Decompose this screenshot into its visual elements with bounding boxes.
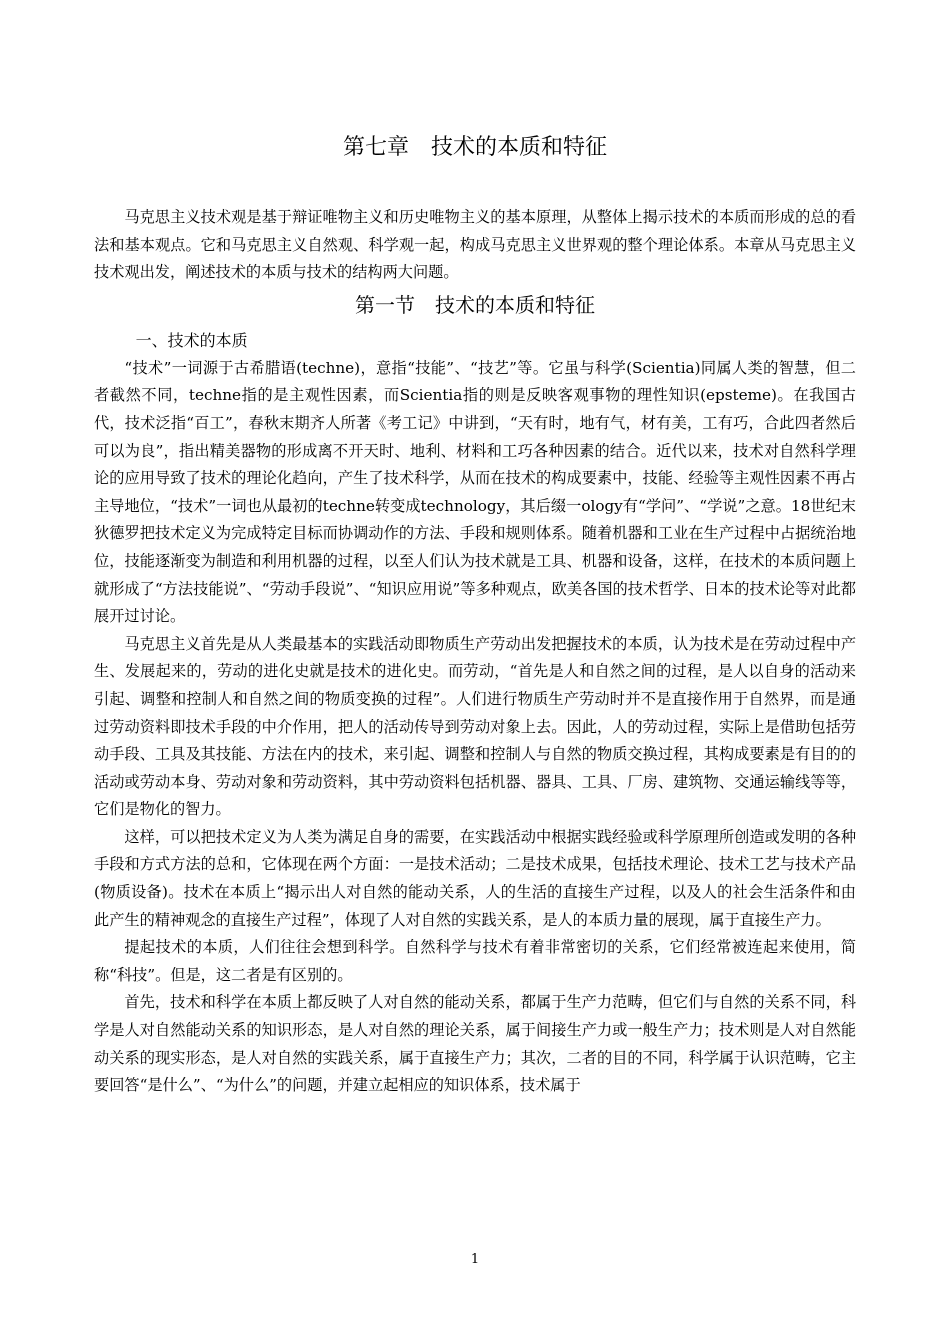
body-paragraph: 提起技术的本质，人们往往会想到科学。自然科学与技术有着非常密切的关系，它们经常被连起来使用，简称“科技”。但是，这二者是有区别的。 bbox=[94, 938, 856, 984]
chapter-title: 第七章 技术的本质和特征 bbox=[342, 135, 607, 160]
body-paragraph: 首先，技术和科学在本质上都反映了人对自然的能动关系，都属于生产力范畴，但它们与自然的关系不同，科学是人对自然能动关系的知识形态，是人对自然的理论关系，属于间接生产力或一般生产力；技术则是人对自然能动关系的现实形态，是人对自然的实践关系，属于直接生产力；其次，二者的目的不同，科学属于认识范畴，它主要回答“是什么”、“为什么”的问题，并建立起相应的知识体系，技术属于 bbox=[94, 993, 856, 1095]
page-number: 1 bbox=[470, 1252, 480, 1267]
body-paragraph: 这样，可以把技术定义为人类为满足自身的需要，在实践活动中根据实践经验或科学原理所创造或发明的各种手段和方式方法的总和，它体现在两个方面：一是技术活动；二是技术成果，包括技术理论、技术工艺与技术产品(物质设备)。技术在本质上“揭示出人对自然的能动关系，人的生活的直接生产过程，以及人的社会生活条件和由此产生的精神观念的直接生产过程”，体现了人对自然的实践关系，是人的本质力量的展现，属于直接生产力。 bbox=[94, 827, 856, 929]
body-paragraph: 马克思主义首先是从人类最基本的实践活动即物质生产劳动出发把握技术的本质，认为技术是在劳动过程中产生、发展起来的，劳动的进化史就是技术的进化史。而劳动，“首先是人和自然之间的过程，是人以自身的活动来引起、调整和控制人和自然之间的物质变换的过程”。人们进行物质生产劳动时并不是直接作用于自然界，而是通过劳动资料即技术手段的中介作用，把人的活动传导到劳动对象上去。因此，人的劳动过程，实际上是借助包括劳动手段、工具及其技能、方法在内的技术，来引起、调整和控制人与自然的物质交换过程，其构成要素是有目的的活动或劳动本身、劳动对象和劳动资料，其中劳动资料包括机器、器具、工具、厂房、建筑物、交通运输线等等，它们是物化的智力。 bbox=[94, 634, 856, 819]
document-body bbox=[94, 204, 856, 1100]
body-paragraph: “技术”一词源于古希腊语(techne)，意指“技能”、“技艺”等。它虽与科学(Scientia)同属人类的智慧，但二者截然不同，techne指的是主观性因素，而Scientia指的则是反映客观事物的理性知识(epsteme)。在我国古代，技术泛指“百工”，春秋末期齐人所著《考工记》中讲到，“天有时，地有气，材有美，工有巧，合此四者然后可以为良”，指出精美器物的形成离不开天时、地利、材料和工巧各种因素的结合。近代以来，技术对自然科学理论的应用导致了技术的理论化趋向，产生了技术科学，从而在技术的构成要素中，技能、经验等主观性因素不再占主导地位，“技术”一词也从最初的techne转变成technology，其后缀一ology有“学问”、“学说”之意。18世纪末狄德罗把技术定义为完成特定目标而协调动作的方法、手段和规则体系。随着机器和工业在生产过程中占据统治地位，技能逐渐变为制造和利用机器的过程，以至人们认为技术就是工具、机器和设备，这样，在技术的本质问题上就形成了“方法技能说”、“劳动手段说”、“知识应用说”等多种观点，欧美各国的技术哲学、日本的技术论等对此都展开过讨论。 bbox=[94, 358, 856, 626]
intro-paragraph: 马克思主义技术观是基于辩证唯物主义和历史唯物主义的基本原理，从整体上揭示技术的本质而形成的总的看法和基本观点。它和马克思主义自然观、科学观一起，构成马克思主义世界观的整个理论体系。本章从马克思主义技术观出发，阐述技术的本质与技术的结构两大问题。 bbox=[94, 208, 856, 282]
section-title: 第一节 技术的本质和特征 bbox=[355, 292, 595, 317]
subheading: 一、技术的本质 bbox=[135, 330, 248, 350]
